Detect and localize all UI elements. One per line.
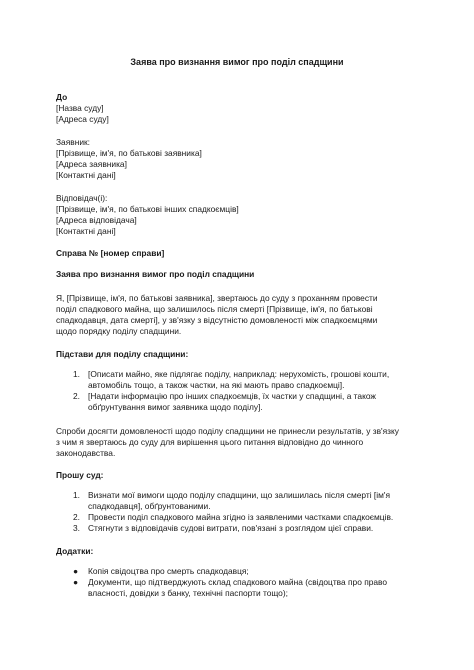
document-title: Заява про визнання вимог про поділ спадщини bbox=[130, 57, 344, 67]
respondents-label: Відповідач(і): bbox=[56, 193, 108, 203]
list-number: 2. bbox=[73, 391, 80, 401]
intro-line: спадкодавця, дата смерті], у зв'язку з відсутністю домовленості між спадкоємцями bbox=[56, 315, 378, 325]
applicant-address: [Адреса заявника] bbox=[56, 159, 127, 169]
respondents-contacts: [Контактні дані] bbox=[56, 226, 116, 236]
bullet-icon: ● bbox=[73, 566, 79, 576]
case-number: Справа № [номер справи] bbox=[56, 248, 165, 258]
attempts-line: з чим я звертаюсь до суду для вирішення цього питання відповідно до чинного bbox=[56, 437, 364, 447]
grounds-item bbox=[56, 391, 428, 413]
request-item bbox=[56, 490, 428, 512]
item-line: обґрунтування вимог заявника щодо поділу]. bbox=[88, 402, 263, 412]
application-subtitle: Заява про визнання вимог про поділ спадщини bbox=[56, 269, 255, 279]
attachment-item bbox=[56, 577, 428, 599]
item-line: Провести поділ спадкового майна згідно із заявленими частками спадкоємців. bbox=[88, 512, 394, 522]
attachments-heading: Додатки: bbox=[56, 546, 94, 556]
request-heading: Прошу суд: bbox=[56, 470, 104, 480]
attempts-line: Спроби досягти домовленості щодо поділу спадщини не принесли результатів, у зв'язку bbox=[56, 426, 399, 436]
recipient-block bbox=[56, 92, 426, 125]
bullet-icon: ● bbox=[73, 577, 79, 587]
item-line: Стягнути з відповідачів судові витрати, пов'язані з розглядом цієї справи. bbox=[88, 523, 374, 533]
court-name: [Назва суду] bbox=[56, 103, 104, 113]
item-line: автомобіль тощо, а також частки, на які мають право спадкоємці]. bbox=[88, 380, 345, 390]
item-line: [Описати майно, яке підлягає поділу, наприклад: нерухомість, грошові кошти, bbox=[88, 369, 390, 379]
grounds-heading: Підстави для поділу спадщини: bbox=[56, 349, 189, 359]
attempts-paragraph bbox=[56, 426, 426, 459]
request-item bbox=[56, 512, 428, 523]
list-number: 1. bbox=[73, 369, 80, 379]
applicant-name: [Прізвище, ім'я, по батькові заявника] bbox=[56, 148, 202, 158]
list-number: 2. bbox=[73, 512, 80, 522]
intro-line: Я, [Прізвище, ім'я, по батькові заявника], звертаюсь до суду з проханням провести bbox=[56, 293, 378, 303]
recipient-label: До bbox=[56, 92, 68, 102]
request-list bbox=[56, 490, 428, 534]
list-number: 3. bbox=[73, 523, 80, 533]
intro-line: поділ спадкового майна, що залишилось після смерті [Прізвище, ім'я, по батькові bbox=[56, 304, 373, 314]
intro-line: щодо порядку поділу спадщини. bbox=[56, 326, 182, 336]
grounds-item bbox=[56, 369, 428, 391]
item-line: [Надати інформацію про інших спадкоємців, їх частки у спадщині, а також bbox=[88, 391, 377, 401]
list-number: 1. bbox=[73, 490, 80, 500]
respondents-block bbox=[56, 193, 426, 237]
grounds-list bbox=[56, 369, 428, 413]
applicant-label: Заявник: bbox=[56, 137, 90, 147]
attachment-item bbox=[56, 566, 428, 577]
attachments-list bbox=[56, 566, 428, 599]
applicant-block bbox=[56, 137, 426, 181]
respondents-names: [Прізвище, ім'я, по батькові інших спадкоємців] bbox=[56, 204, 239, 214]
item-line: Визнати мої вимоги щодо поділу спадщини, що залишилась після смерті [ім'я bbox=[88, 490, 390, 500]
item-line: Документи, що підтверджують склад спадкового майна (свідоцтва про право bbox=[88, 577, 388, 587]
item-line: Копія свідоцтва про смерть спадкодавця; bbox=[88, 566, 249, 576]
court-address: [Адреса суду] bbox=[56, 114, 109, 124]
request-item bbox=[56, 523, 428, 534]
applicant-contacts: [Контактні дані] bbox=[56, 170, 116, 180]
item-line: власності, довідки з банку, технічні паспорти тощо); bbox=[88, 588, 288, 598]
intro-paragraph bbox=[56, 293, 426, 337]
respondents-address: [Адреса відповідача] bbox=[56, 215, 137, 225]
item-line: спадкодавця], обґрунтованими. bbox=[88, 501, 211, 511]
attempts-line: законодавства. bbox=[56, 448, 116, 458]
